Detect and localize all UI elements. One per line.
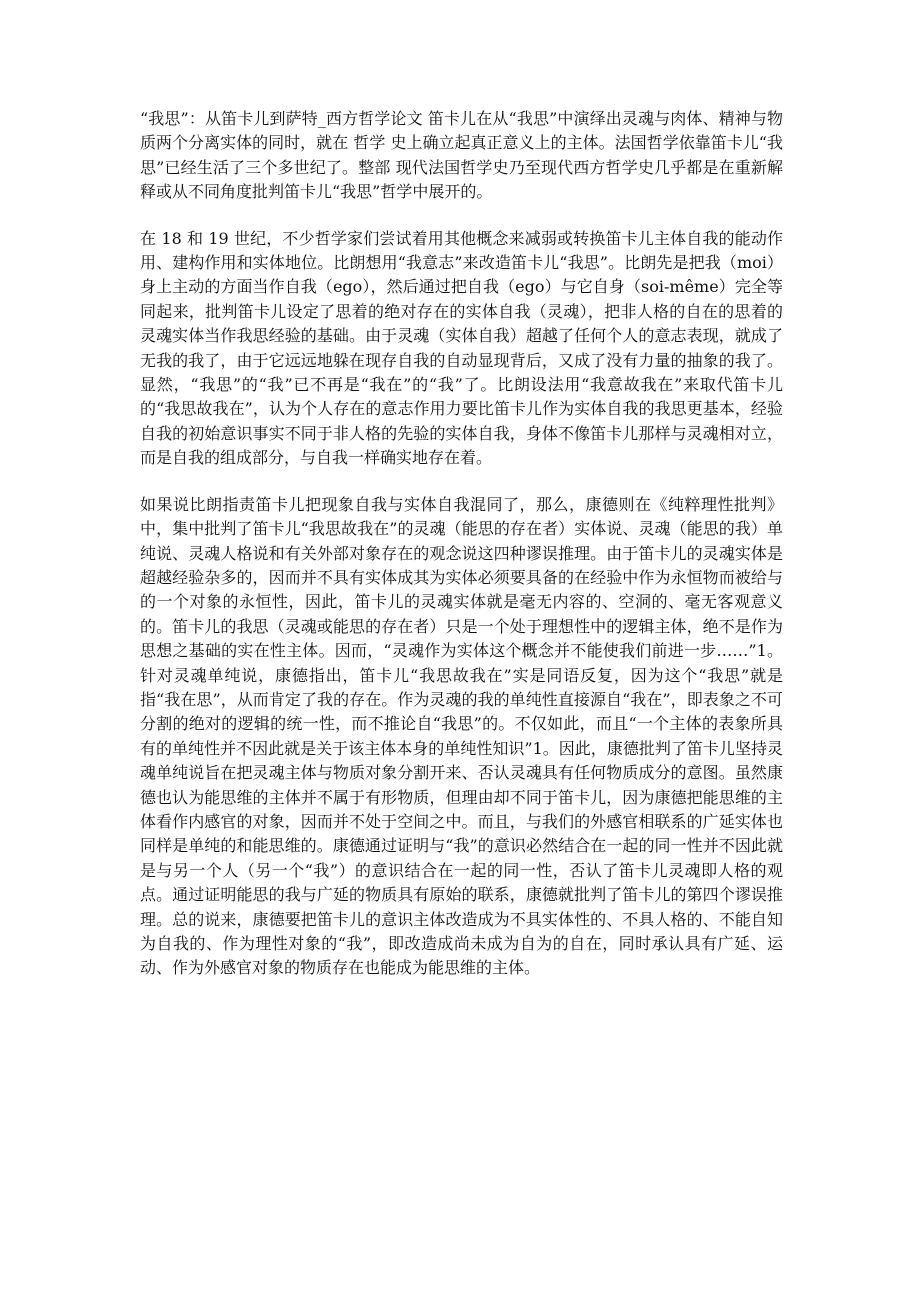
article-body (140, 107, 783, 981)
paragraph-kant: 如果说比朗指责笛卡儿把现象自我与实体自我混同了，那么，康德则在《纯粹理性批判》中，集中批判了笛卡儿“我思故我在”的灵魂（能思的存在者）实体说、灵魂（能思的我）单纯说、灵魂人格说和有关外部对象存在的观念说这四种谬误推理。由于笛卡儿的灵魂实体是超越经验杂多的，因而并不具有实体成其为实体必须要具备的在经验中作为永恒物而被给与的一个对象的永恒性，因此，笛卡儿的灵魂实体就是毫无内容的、空洞的、毫无客观意义的。笛卡儿的我思（灵魂或能思的存在者）只是一个处于理想性中的逻辑主体，绝不是作为思想之基础的实在性主体。因而，“灵魂作为实体这个概念并不能使我们前进一步……”1。针对灵魂单纯说，康德指出，笛卡儿“我思故我在”实是同语反复，因为这个“我思”就是指“我在思”，从而肯定了我的存在。作为灵魂的我的单纯性直接源自“我在”，即表象之不可分割的绝对的逻辑的统一性，而不推论自“我思”的。不仅如此，而且“一个主体的表象所具有的单纯性并不因此就是关于该主体本身的单纯性知识”1。因此，康德批判了笛卡儿坚持灵魂单纯说旨在把灵魂主体与物质对象分割开来、否认灵魂具有任何物质成分的意图。虽然康德也认为能思维的主体并不属于有形物质，但理由却不同于笛卡儿，因为康德把能思维的主体看作内感官的对象，因而并不处于空间之中。而且，与我们的外感官相联系的广延实体也同样是单纯的和能思维的。康德通过证明与“我”的意识必然结合在一起的同一性并不因此就是与另一个人（另一个“我”）的意识结合在一起的同一性，否认了笛卡儿灵魂即人格的观点。通过证明能思的我与广延的物质具有原始的联系，康德就批判了笛卡儿的第四个谬误推理。总的说来，康德要把笛卡儿的意识主体改造成为不具实体性的、不具人格的、不能自知为自我的、作为理性对象的“我”，即改造成尚未成为自为的自在，同时承认具有广延、运动、作为外感官对象的物质存在也能成为能思维的主体。 (140, 494, 783, 978)
paragraph-biran: 在 18 和 19 世纪，不少哲学家们尝试着用其他概念来减弱或转换笛卡儿主体自我的能动作用、建构作用和实体地位。比朗想用“我意志”来改造笛卡儿“我思”。比朗先是把我（moi）身上主动的方面当作自我（ego），然后通过把自我（ego）与它自身（soi-même）完全等同起来，批判笛卡儿设定了思着的绝对存在的实体自我（灵魂），把非人格的自在的思着的灵魂实体当作我思经验的基础。由于灵魂（实体自我）超越了任何个人的意志表现，就成了无我的我了，由于它远远地躲在现存自我的自动显现背后，又成了没有力量的抽象的我了。显然，“我思”的“我”已不再是“我在”的“我”了。比朗设法用“我意故我在”来取代笛卡儿的“我思故我在”，认为个人存在的意志作用力要比笛卡儿作为实体自我的我思更基本，经验自我的初始意识事实不同于非人格的先验的实体自我，身体不像笛卡儿那样与灵魂相对立，而是自我的组成部分，与自我一样确实地存在着。 (140, 228, 783, 468)
paragraph-intro: “我思”：从笛卡儿到萨特_西方哲学论文 笛卡儿在从“我思”中演绎出灵魂与肉体、精神与物质两个分离实体的同时，就在 哲学 史上确立起真正意义上的主体。法国哲学依靠笛卡儿“我思”已经生活了三个多世纪了。整部 现代法国哲学史乃至现代西方哲学史几乎都是在重新解释或从不同角度批判笛卡儿“我思”哲学中展开的。 (140, 109, 783, 202)
